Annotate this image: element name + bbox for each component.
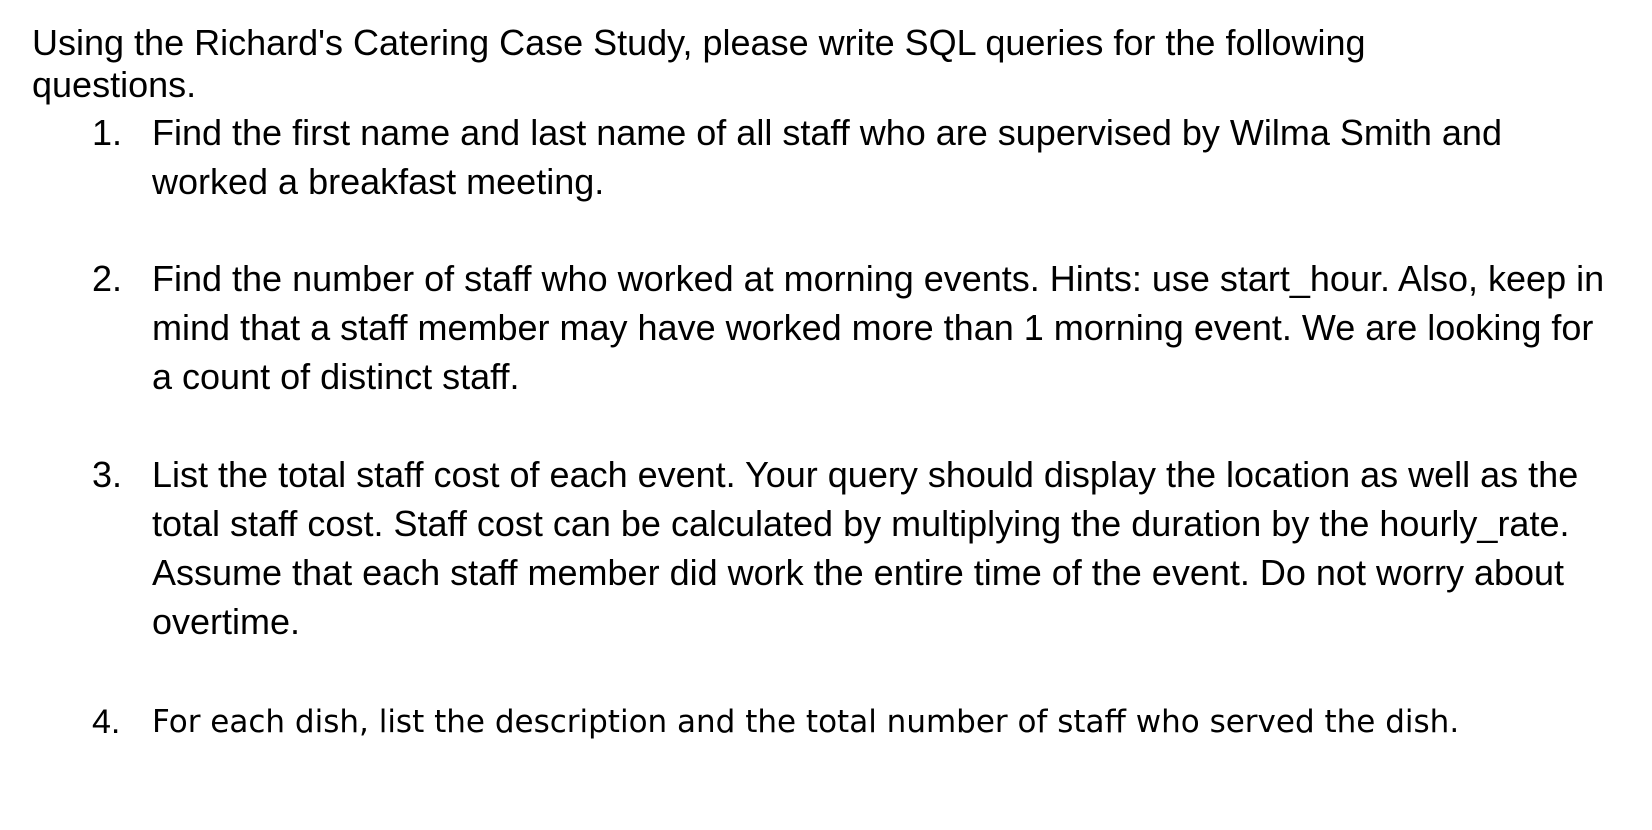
question-text: Find the first name and last name of all staff who are supervised by Wilma Smith and worked a breakfast meeting. <box>152 112 1502 202</box>
question-text: Find the number of staff who worked at morning events. Hints: use start_hour. Also, keep in mind that a staff member may have worked more than 1 morning event. We are looking for a count of distinct staff. <box>152 258 1605 397</box>
question-number: 3. <box>92 454 123 495</box>
document-body <box>32 22 1632 741</box>
question-text: For each dish, list the description and the total number of staff who served the dish. <box>152 704 1460 740</box>
question-number: 2. <box>92 258 123 299</box>
intro-paragraph: Using the Richard's Catering Case Study, please write SQL queries for the following questions. <box>32 22 1366 105</box>
question-text: List the total staff cost of each event. Your query should display the location as well as the total staff cost. Staff cost can be calculated by multiplying the duration by the hourly_rate. Assume that each staff member did work the entire time of the event. Do not worry about overtime. <box>152 454 1579 642</box>
question-number: 1. <box>92 112 123 153</box>
question-number: 4. <box>92 703 121 741</box>
